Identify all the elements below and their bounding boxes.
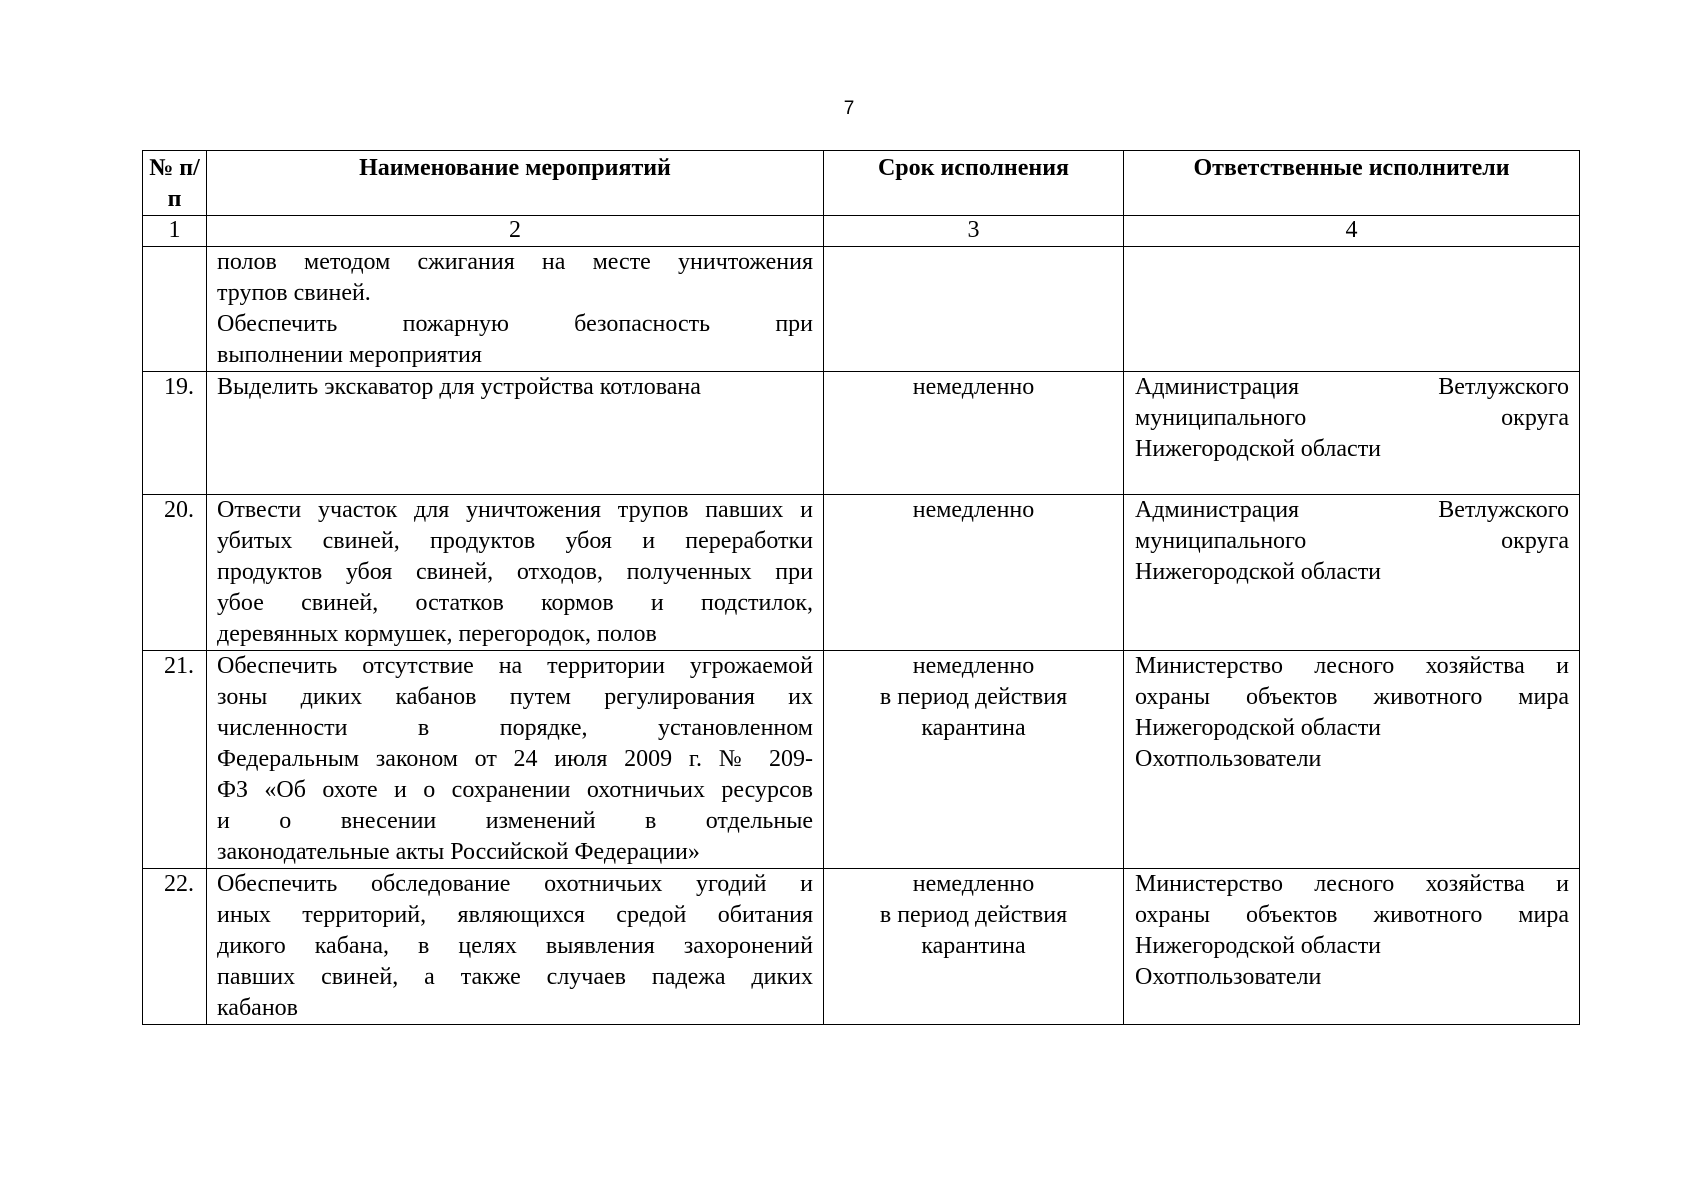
column-number: 2 (207, 216, 824, 247)
text-line: Отвести участок для уничтожения трупов павших и (217, 497, 813, 523)
table-row-continuation (143, 247, 1580, 372)
text-line: трупов свиней. (217, 280, 371, 306)
text-line: немедленно (912, 497, 1035, 523)
responsible-cell (1124, 869, 1580, 1025)
text-line: немедленно (912, 871, 1035, 897)
text-line: деревянных кормушек, перегородок, полов (217, 621, 657, 647)
row-number: 21. (143, 651, 207, 869)
text-line: Нижегородской области (1135, 559, 1382, 585)
term-cell (824, 495, 1124, 651)
text-line: убитых свиней, продуктов убоя и переработки (217, 528, 813, 554)
table-row (143, 869, 1580, 1025)
text-line: муниципального округа (1135, 528, 1569, 554)
column-number: 1 (143, 216, 207, 247)
row-number: 20. (143, 495, 207, 651)
text-line: Министерство лесного хозяйства и (1135, 653, 1569, 679)
text-line: Министерство лесного хозяйства и (1135, 871, 1569, 897)
text-line: убое свиней, остатков кормов и подстилок, (217, 590, 813, 616)
measure-name-cell (207, 372, 824, 495)
header-responsible: Ответственные исполнители (1124, 151, 1580, 216)
measure-name-cell (207, 869, 824, 1025)
measure-name-cell (207, 247, 824, 372)
text-line: ФЗ «Об охоте и о сохранении охотничьих ресурсов (217, 777, 813, 803)
text-line: охраны объектов животного мира (1135, 684, 1569, 710)
text-line: Нижегородской области (1135, 436, 1382, 462)
header-name: Наименование мероприятий (207, 151, 824, 216)
text-line: немедленно (912, 374, 1035, 400)
header-term: Срок исполнения (824, 151, 1124, 216)
text-line: карантина (921, 933, 1026, 959)
text-line: кабанов (217, 995, 298, 1021)
table-row (143, 495, 1580, 651)
term-cell (824, 869, 1124, 1025)
responsible-cell (1124, 495, 1580, 651)
responsible-cell (1124, 372, 1580, 495)
page-number: 7 (843, 98, 855, 119)
table-row (143, 372, 1580, 495)
text-line: Обеспечить пожарную безопасность при (217, 311, 813, 337)
text-line: в период действия (879, 902, 1068, 928)
text-line: в период действия (879, 684, 1068, 710)
row-number-cell (143, 247, 207, 372)
text-line: дикого кабана, в целях выявления захоронений (217, 933, 813, 959)
text-line: законодательные акты Российской Федерации» (217, 839, 700, 865)
text-line: полов методом сжигания на месте уничтожения (217, 249, 813, 275)
column-number: 4 (1124, 216, 1580, 247)
text-line: и о внесении изменений в отдельные (217, 808, 813, 834)
text-line: Федеральным законом от 24 июля 2009 г. № 209- (217, 746, 813, 772)
responsible-cell (1124, 651, 1580, 869)
text-line: Администрация Ветлужского (1135, 374, 1569, 400)
header-row (143, 151, 1580, 216)
row-number: 19. (143, 372, 207, 495)
text-line: павших свиней, а также случаев падежа диких (217, 964, 813, 990)
text-line: немедленно (912, 653, 1035, 679)
text-line: Обеспечить отсутствие на территории угрожаемой (217, 653, 813, 679)
text-line: численности в порядке, установленном (217, 715, 813, 741)
text-line: охраны объектов животного мира (1135, 902, 1569, 928)
term-cell (824, 247, 1124, 372)
term-cell (824, 651, 1124, 869)
term-cell (824, 372, 1124, 495)
column-number: 3 (824, 216, 1124, 247)
text-line: зоны диких кабанов путем регулирования их (217, 684, 813, 710)
header-num: № п/п (143, 151, 207, 216)
text-line: карантина (921, 715, 1026, 741)
text-line: муниципального округа (1135, 405, 1569, 431)
text-line: выполнении мероприятия (217, 342, 482, 368)
text-line: Администрация Ветлужского (1135, 497, 1569, 523)
text-line: Нижегородской области (1135, 715, 1382, 741)
measure-name-cell (207, 651, 824, 869)
column-number-row (143, 216, 1580, 247)
row-number: 22. (143, 869, 207, 1025)
text-line: Охотпользователи (1135, 964, 1322, 990)
measure-name-cell (207, 495, 824, 651)
table-row (143, 651, 1580, 869)
text-line: продуктов убоя свиней, отходов, полученных при (217, 559, 813, 585)
text-line: Выделить экскаватор для устройства котлована (217, 374, 701, 400)
measures-table (142, 150, 1580, 1025)
text-line: Охотпользователи (1135, 746, 1322, 772)
responsible-cell (1124, 247, 1580, 372)
text-line: Нижегородской области (1135, 933, 1382, 959)
text-line: Обеспечить обследование охотничьих угодий и (217, 871, 813, 897)
text-line: иных территорий, являющихся средой обитания (217, 902, 813, 928)
